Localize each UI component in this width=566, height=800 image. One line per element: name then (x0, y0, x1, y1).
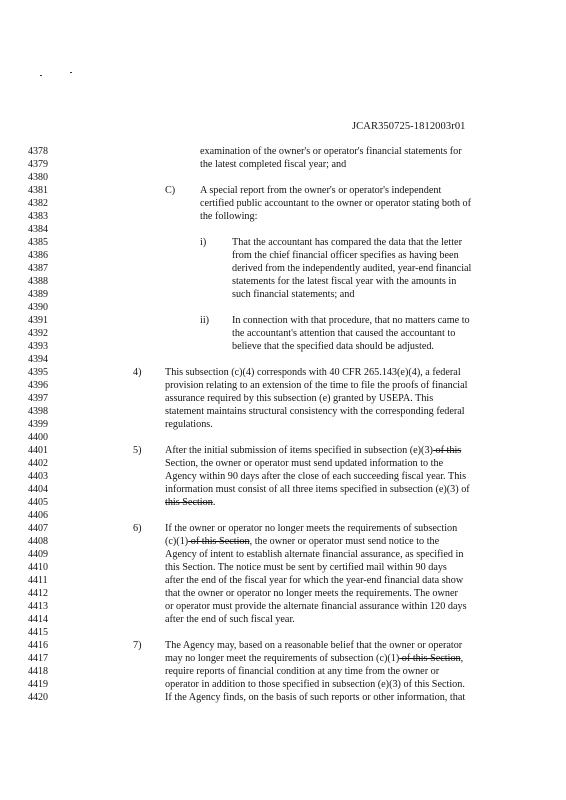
line-number: 4400 (28, 432, 48, 443)
line-number: 4391 (28, 315, 48, 326)
line-number: 4401 (28, 445, 48, 456)
line-text: may no longer meet the requirements of subsection (c)(1) of this Section, (165, 653, 464, 664)
line-number: 4404 (28, 484, 48, 495)
document-line (0, 353, 566, 366)
document-line (0, 158, 566, 171)
struck-text: of this Section (188, 536, 250, 547)
document-line (0, 600, 566, 613)
line-number: 4382 (28, 198, 48, 209)
line-text: this Section. The notice must be sent by certified mail within 90 days (165, 562, 447, 573)
document-line (0, 548, 566, 561)
document-line (0, 535, 566, 548)
list-marker: 4) (133, 367, 142, 378)
document-line (0, 327, 566, 340)
line-number: 4388 (28, 276, 48, 287)
document-line (0, 678, 566, 691)
document-line (0, 249, 566, 262)
line-number: 4411 (28, 575, 48, 586)
list-marker: C) (165, 185, 176, 196)
line-text: assurance required by this subsection (e) granted by USEPA. This (165, 393, 434, 404)
line-text: operator in addition to those specified in subsection (e)(3) of this Section. (165, 679, 465, 690)
document-line (0, 197, 566, 210)
line-number: 4398 (28, 406, 48, 417)
document-line (0, 236, 566, 249)
line-number: 4406 (28, 510, 48, 521)
document-line (0, 652, 566, 665)
list-marker: ii) (200, 315, 210, 326)
line-number: 4416 (28, 640, 48, 651)
document-line (0, 626, 566, 639)
line-text: Agency within 90 days after the close of each succeeding fiscal year. This (165, 471, 467, 482)
line-text: the accountant's attention that caused the accountant to (232, 328, 456, 339)
document-line (0, 184, 566, 197)
line-text: That the accountant has compared the data that the letter (232, 237, 462, 248)
list-marker: i) (200, 237, 207, 248)
line-number: 4418 (28, 666, 48, 677)
document-line (0, 366, 566, 379)
line-number: 4385 (28, 237, 48, 248)
line-number: 4419 (28, 679, 48, 690)
line-number: 4410 (28, 562, 48, 573)
struck-text: of this (432, 445, 462, 456)
line-text: provision relating to an extension of the time to file the proofs of financial (165, 380, 468, 391)
line-number: 4386 (28, 250, 48, 261)
line-number: 4384 (28, 224, 48, 235)
document-line (0, 145, 566, 158)
document-line (0, 665, 566, 678)
line-number: 4413 (28, 601, 48, 612)
document-line (0, 522, 566, 535)
document-line (0, 691, 566, 704)
list-marker: 7) (133, 640, 142, 651)
line-text: In connection with that procedure, that no matters came to (232, 315, 470, 326)
document-line (0, 496, 566, 509)
document-line (0, 561, 566, 574)
line-number: 4420 (28, 692, 48, 703)
scan-speck (40, 75, 42, 76)
document-line (0, 210, 566, 223)
line-number: 4393 (28, 341, 48, 352)
document-line (0, 509, 566, 522)
line-text: Section, the owner or operator must send updated information to the (165, 458, 444, 469)
line-number: 4399 (28, 419, 48, 430)
document-line (0, 223, 566, 236)
line-text: after the end of the fiscal year for which the year-end financial data show (165, 575, 464, 586)
line-number: 4390 (28, 302, 48, 313)
document-line (0, 392, 566, 405)
line-text: If the owner or operator no longer meets the requirements of subsection (165, 523, 458, 534)
document-line (0, 275, 566, 288)
line-number: 4389 (28, 289, 48, 300)
struck-text: of this Section (399, 653, 461, 664)
document-line (0, 613, 566, 626)
document-line (0, 444, 566, 457)
line-number: 4417 (28, 653, 48, 664)
line-number: 4387 (28, 263, 48, 274)
struck-text: this Section (165, 497, 213, 508)
line-number: 4378 (28, 146, 48, 157)
line-text: This subsection (c)(4) corresponds with 40 CFR 265.143(e)(4), a federal (165, 367, 461, 378)
line-text: After the initial submission of items specified in subsection (e)(3) of this (165, 445, 462, 456)
line-text: the following: (200, 211, 258, 222)
line-number: 4379 (28, 159, 48, 170)
line-number: 4412 (28, 588, 48, 599)
document-line (0, 405, 566, 418)
line-number: 4409 (28, 549, 48, 560)
document-line (0, 288, 566, 301)
line-text: regulations. (165, 419, 213, 430)
line-number: 4414 (28, 614, 48, 625)
line-text: statement maintains structural consistency with the corresponding federal (165, 406, 465, 417)
document-line (0, 379, 566, 392)
line-text: examination of the owner's or operator's financial statements for (200, 146, 462, 157)
line-text: that the owner or operator no longer meets the requirements. The owner (165, 588, 458, 599)
document-line (0, 483, 566, 496)
line-number: 4408 (28, 536, 48, 547)
line-text: A special report from the owner's or operator's independent (200, 185, 442, 196)
scan-speck (70, 72, 72, 73)
line-text: statements for the latest fiscal year with the amounts in (232, 276, 457, 287)
document-line (0, 418, 566, 431)
line-text: from the chief financial officer specifies as having been (232, 250, 459, 261)
line-number: 4415 (28, 627, 48, 638)
document-line (0, 340, 566, 353)
line-text: this Section. (165, 497, 216, 508)
line-number: 4394 (28, 354, 48, 365)
line-text: believe that the specified data should be adjusted. (232, 341, 434, 352)
line-text: The Agency may, based on a reasonable belief that the owner or operator (165, 640, 463, 651)
line-text: (c)(1) of this Section, the owner or operator must send notice to the (165, 536, 440, 547)
document-line (0, 171, 566, 184)
line-number: 4407 (28, 523, 48, 534)
line-number: 4403 (28, 471, 48, 482)
document-line (0, 457, 566, 470)
document-line (0, 301, 566, 314)
line-number: 4383 (28, 211, 48, 222)
line-text: certified public accountant to the owner or operator stating both of (200, 198, 472, 209)
line-text: such financial statements; and (232, 289, 355, 300)
document-line (0, 639, 566, 652)
document-line (0, 587, 566, 600)
line-text: after the end of such fiscal year. (165, 614, 295, 625)
document-line (0, 314, 566, 327)
line-text: the latest completed fiscal year; and (200, 159, 347, 170)
line-text: If the Agency finds, on the basis of such reports or other information, that (165, 692, 466, 703)
line-text: require reports of financial condition at any time from the owner or (165, 666, 440, 677)
document-line (0, 470, 566, 483)
line-number: 4380 (28, 172, 48, 183)
line-number: 4402 (28, 458, 48, 469)
document-line (0, 262, 566, 275)
line-text: or operator must provide the alternate financial assurance within 120 days (165, 601, 467, 612)
line-number: 4405 (28, 497, 48, 508)
line-text: derived from the independently audited, year-end financial (232, 263, 472, 274)
line-number: 4381 (28, 185, 48, 196)
document-line (0, 574, 566, 587)
line-number: 4397 (28, 393, 48, 404)
line-text: Agency of intent to establish alternate financial assurance, as specified in (165, 549, 464, 560)
line-number: 4392 (28, 328, 48, 339)
list-marker: 5) (133, 445, 142, 456)
list-marker: 6) (133, 523, 142, 534)
line-number: 4395 (28, 367, 48, 378)
document-line (0, 431, 566, 444)
line-text: information must consist of all three items specified in subsection (e)(3) of (165, 484, 470, 495)
document-id-header: JCAR350725-1812003r01 (352, 121, 466, 132)
line-number: 4396 (28, 380, 48, 391)
